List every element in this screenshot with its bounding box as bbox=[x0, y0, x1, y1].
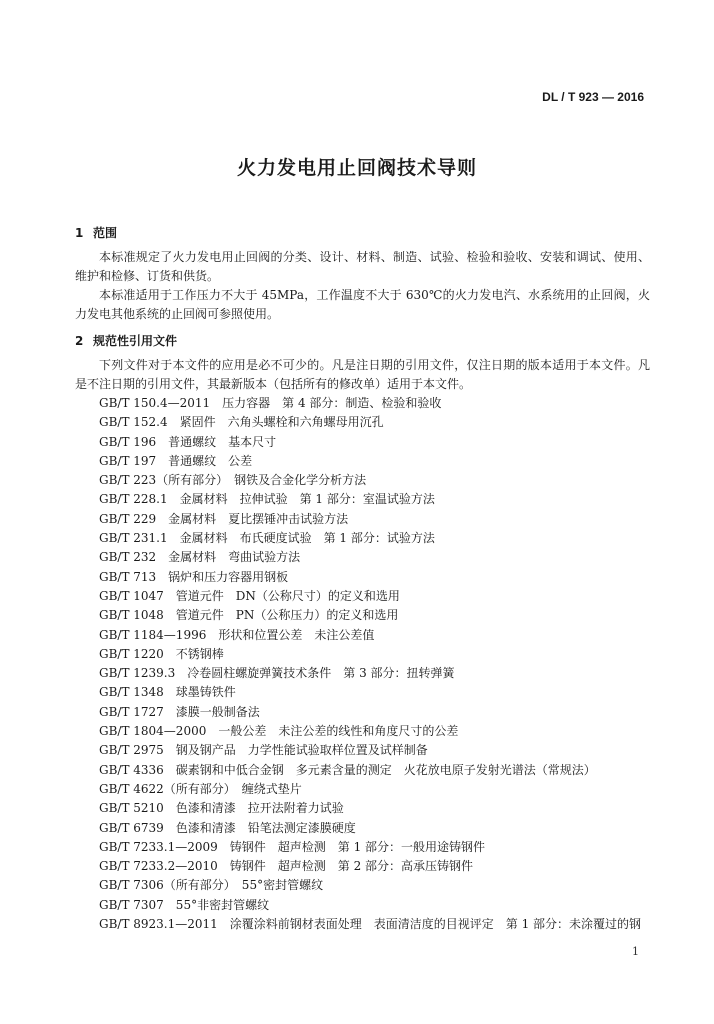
document-body bbox=[75, 222, 650, 934]
reference-item: GB/T 7307 55°非密封管螺纹 bbox=[99, 897, 270, 912]
section-2-heading bbox=[75, 330, 650, 352]
section-2-number: 2 bbox=[75, 334, 84, 348]
reference-item: GB/T 4336 碳素钢和中低合金钢 多元素含量的测定 火花放电原子发射光谱法（常规法） bbox=[99, 762, 596, 777]
document-title: 火力发电用止回阀技术导则 bbox=[236, 157, 477, 179]
reference-item: GB/T 1048 管道元件 PN（公称压力）的定义和选用 bbox=[99, 608, 399, 623]
reference-item: GB/T 1047 管道元件 DN（公称尺寸）的定义和选用 bbox=[99, 588, 400, 603]
reference-item: GB/T 152.4 紧固件 六角头螺栓和六角螺母用沉孔 bbox=[99, 415, 384, 430]
reference-item: GB/T 1348 球墨铸铁件 bbox=[99, 685, 236, 700]
reference-item: GB/T 4622（所有部分） 缠绕式垫片 bbox=[99, 781, 302, 796]
reference-item: GB/T 196 普通螺纹 基本尺寸 bbox=[99, 434, 277, 449]
reference-item: GB/T 7233.1—2009 铸钢件 超声检测 第 1 部分：一般用途铸钢件 bbox=[99, 839, 486, 854]
reference-item: GB/T 223（所有部分） 钢铁及合金化学分析方法 bbox=[99, 473, 367, 488]
reference-item: GB/T 232 金属材料 弯曲试验方法 bbox=[99, 550, 301, 565]
reference-item: GB/T 1239.3 冷卷圆柱螺旋弹簧技术条件 第 3 部分：扭转弹簧 bbox=[99, 666, 455, 681]
reference-item: GB/T 228.1 金属材料 拉伸试验 第 1 部分：室温试验方法 bbox=[99, 492, 435, 507]
page-number: 1 bbox=[632, 945, 639, 958]
reference-item: GB/T 1804—2000 一般公差 未注公差的线性和角度尺寸的公差 bbox=[99, 724, 459, 739]
reference-item: GB/T 1727 漆膜一般制备法 bbox=[99, 704, 260, 719]
reference-item: GB/T 2975 钢及钢产品 力学性能试验取样位置及试样制备 bbox=[99, 743, 428, 758]
reference-item: GB/T 5210 色漆和清漆 拉开法附着力试验 bbox=[99, 801, 344, 816]
reference-item: GB/T 8923.1—2011 涂覆涂料前钢材表面处理 表面清洁度的目视评定 第 1 部分：未涂覆过的钢 bbox=[99, 917, 642, 932]
reference-item: GB/T 197 普通螺纹 公差 bbox=[99, 453, 253, 468]
section-2-intro: 下列文件对于本文件的应用是必不可少的。凡是注日期的引用文件，仅注日期的版本适用于本文件。凡是不注日期的引用文件，其最新版本（包括所有的修改单）适用于本文件。 bbox=[75, 358, 650, 391]
section-1-heading bbox=[75, 222, 650, 244]
reference-item: GB/T 229 金属材料 夏比摆锤冲击试验方法 bbox=[99, 511, 349, 526]
reference-item: GB/T 231.1 金属材料 布氏硬度试验 第 1 部分：试验方法 bbox=[99, 531, 435, 546]
reference-item: GB/T 713 锅炉和压力容器用钢板 bbox=[99, 569, 289, 584]
reference-item: GB/T 1184—1996 形状和位置公差 未注公差值 bbox=[99, 627, 375, 642]
reference-list bbox=[75, 394, 650, 934]
section-1-title: 范围 bbox=[93, 226, 118, 240]
reference-item: GB/T 7233.2—2010 铸钢件 超声检测 第 2 部分：高承压铸钢件 bbox=[99, 859, 474, 874]
reference-item: GB/T 6739 色漆和清漆 铅笔法测定漆膜硬度 bbox=[99, 820, 356, 835]
reference-item: GB/T 7306（所有部分） 55°密封管螺纹 bbox=[99, 878, 324, 893]
section-1-paragraph: 本标准规定了火力发电用止回阀的分类、设计、材料、制造、试验、检验和验收、安装和调试、使用、维护和检修、订货和供货。 bbox=[75, 250, 650, 283]
reference-item: GB/T 150.4—2011 压力容器 第 4 部分：制造、检验和验收 bbox=[99, 396, 442, 410]
reference-item: GB/T 1220 不锈钢棒 bbox=[99, 646, 224, 661]
section-1-number: 1 bbox=[75, 226, 84, 240]
section-1-paragraph: 本标准适用于工作压力不大于 45MPa，工作温度不大于 630℃的火力发电汽、水系统用的止回阀，火力发电其他系统的止回阀可参照使用。 bbox=[75, 288, 650, 321]
section-2-title: 规范性引用文件 bbox=[93, 334, 178, 348]
document-code: DL / T 923 — 2016 bbox=[542, 90, 644, 104]
